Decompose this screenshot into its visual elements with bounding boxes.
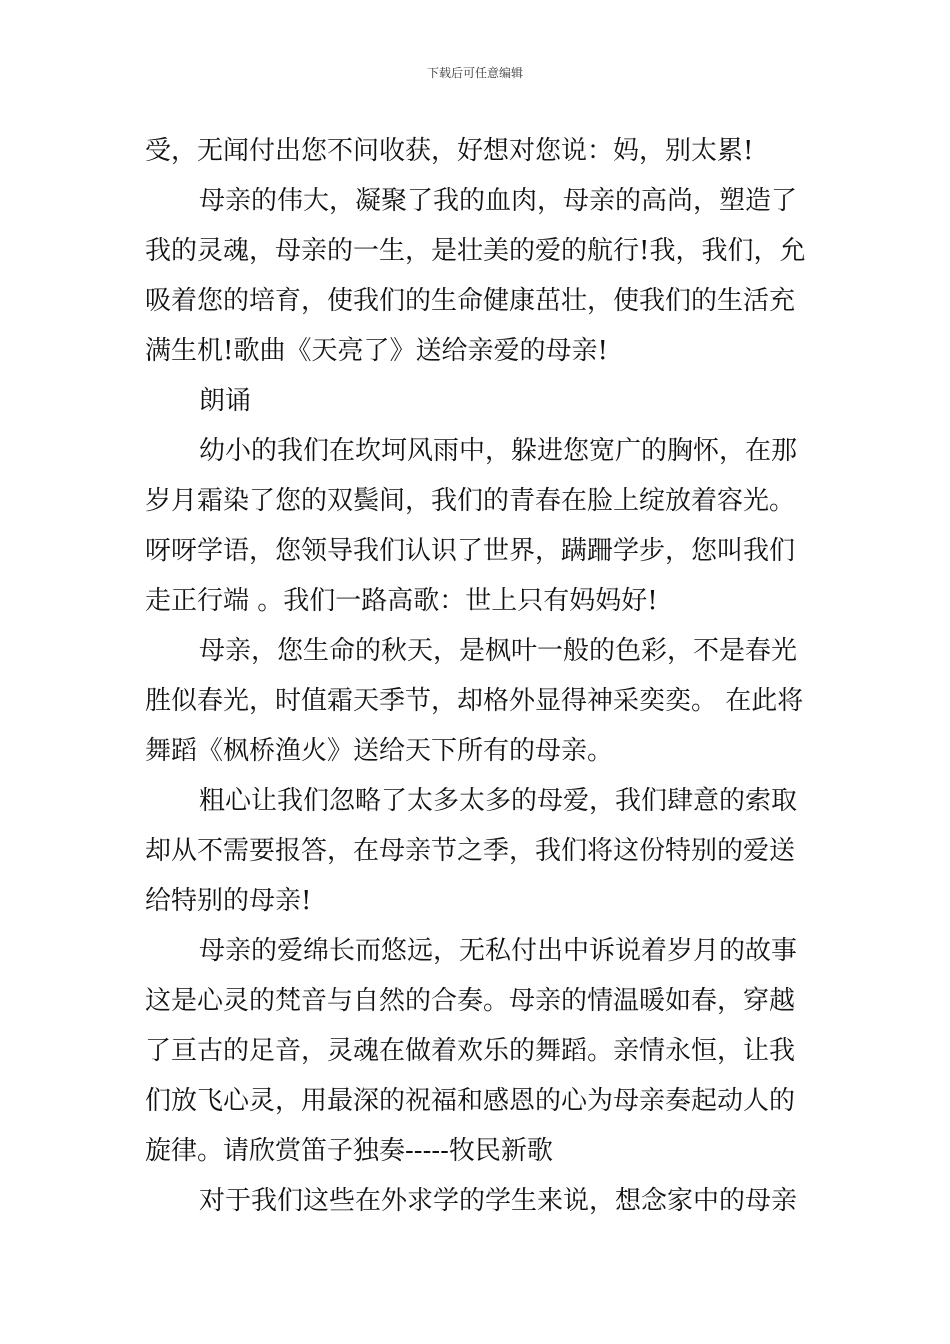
text-line: 们放飞心灵，用最深的祝福和感恩的心为母亲奏起动人的 xyxy=(145,1086,796,1116)
text-line: 了亘古的足音，灵魂在做着欢乐的舞蹈。亲情永恒，让我 xyxy=(145,1036,796,1066)
text-line: 吸着您的培育，使我们的生命健康茁壮，使我们的生活充 xyxy=(145,286,796,316)
document-body xyxy=(145,126,807,1226)
text-line: 岁月霜染了您的双鬓间，我们的青春在脸上绽放着容光。 xyxy=(145,486,796,516)
text-line: 胜似春光，时值霜天季节，却格外显得神采奕奕。 在此将 xyxy=(145,686,804,716)
text-line: 对于我们这些在外求学的学生来说，想念家中的母亲 xyxy=(199,1186,798,1216)
text-line: 受，无闻付出您不问收获，好想对您说：妈，别太累! xyxy=(145,136,754,166)
text-line: 舞蹈《枫桥渔火》送给天下所有的母亲。 xyxy=(145,736,614,766)
page-header: 下载后可任意编辑 xyxy=(426,66,523,80)
text-line: 母亲，您生命的秋天，是枫叶一般的色彩，不是春光 xyxy=(199,636,798,666)
text-line: 幼小的我们在坎坷风雨中，躲进您宽广的胸怀，在那 xyxy=(199,436,798,466)
text-line: 朗诵 xyxy=(199,386,252,416)
text-line: 粗心让我们忽略了太多太多的母爱，我们肆意的索取 xyxy=(199,786,798,816)
text-line: 呀呀学语，您领导我们认识了世界，蹒跚学步，您叫我们 xyxy=(145,536,796,566)
text-line: 旋律。请欣赏笛子独奏-----牧民新歌 xyxy=(145,1136,553,1166)
text-line: 母亲的伟大，凝聚了我的血肉，母亲的高尚，塑造了 xyxy=(199,186,798,216)
text-line: 走正行端 。我们一路高歌：世上只有妈妈好! xyxy=(145,586,658,616)
text-line: 母亲的爱绵长而悠远，无私付出中诉说着岁月的故事 xyxy=(199,936,798,966)
text-line: 却从不需要报答，在母亲节之季，我们将这份特别的爱送 xyxy=(145,836,796,866)
text-line: 这是心灵的梵音与自然的合奏。母亲的情温暖如春，穿越 xyxy=(145,986,796,1016)
text-line: 我的灵魂，母亲的一生，是壮美的爱的航行!我，我们，允 xyxy=(145,236,806,266)
text-line: 给特别的母亲! xyxy=(145,886,312,916)
text-line: 满生机!歌曲《天亮了》送给亲爱的母亲! xyxy=(145,336,608,366)
